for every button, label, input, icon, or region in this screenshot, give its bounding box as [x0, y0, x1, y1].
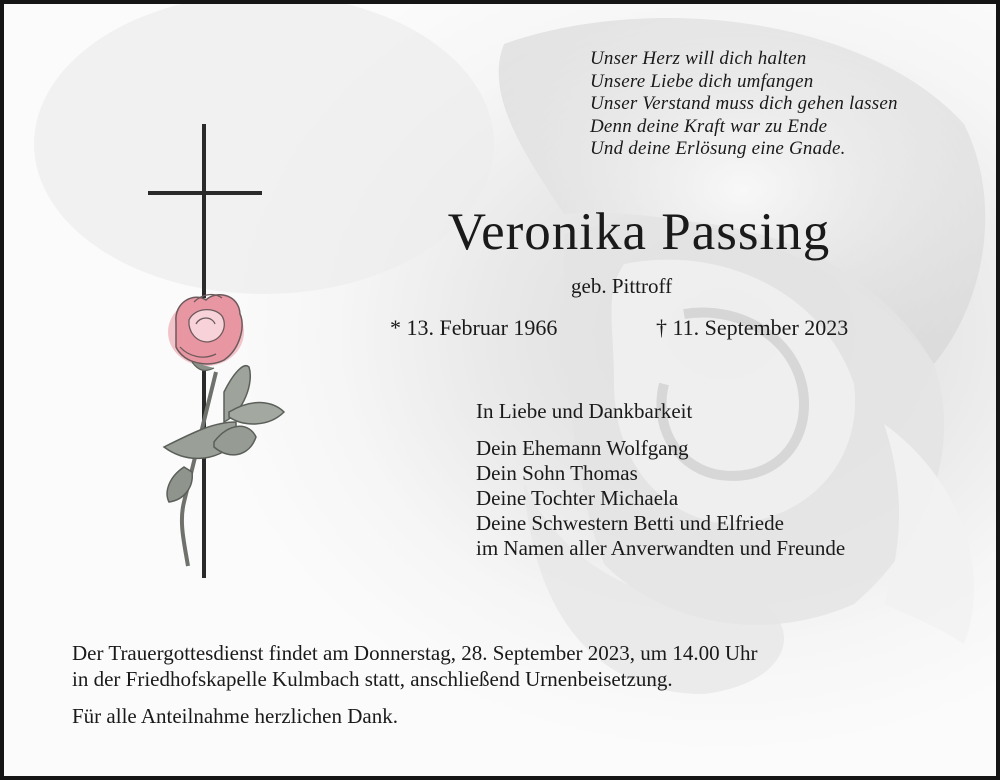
death-date: † 11. September 2023: [656, 315, 849, 340]
poem-line: Unsere Liebe dich umfangen: [590, 70, 814, 92]
poem: [590, 48, 898, 161]
mourner-line: Deine Tochter Michaela: [476, 486, 679, 510]
cross-icon: [144, 122, 294, 592]
rose-icon: [164, 295, 284, 566]
birth-date: * 13. Februar 1966: [390, 315, 558, 340]
service-line: in der Friedhofskapelle Kulmbach statt, anschließend Urnenbeisetzung.: [72, 667, 673, 691]
mourner-line: Dein Sohn Thomas: [476, 461, 638, 485]
mourner-line: Dein Ehemann Wolfgang: [476, 436, 689, 460]
thanks-line: Für alle Anteilnahme herzlichen Dank.: [72, 704, 398, 728]
mourner-line: im Namen aller Anverwandten und Freunde: [476, 536, 846, 560]
poem-line: Und deine Erlösung eine Gnade.: [590, 138, 846, 159]
mourner-line: Deine Schwestern Betti und Elfriede: [476, 511, 784, 535]
mourners-list: [476, 436, 845, 561]
deceased-name: Veronika Passing: [447, 203, 831, 261]
service-line: Der Trauergottesdienst findet am Donnerstag, 28. September 2023, um 14.00 Uhr: [72, 641, 758, 665]
mourners-intro: In Liebe und Dankbarkeit: [476, 399, 693, 423]
poem-line: Unser Verstand muss dich gehen lassen: [590, 93, 898, 114]
maiden-name: geb. Pittroff: [571, 274, 673, 298]
poem-line: Unser Herz will dich halten: [590, 48, 807, 69]
poem-line: Denn deine Kraft war zu Ende: [590, 115, 828, 137]
service-info: [72, 640, 758, 692]
